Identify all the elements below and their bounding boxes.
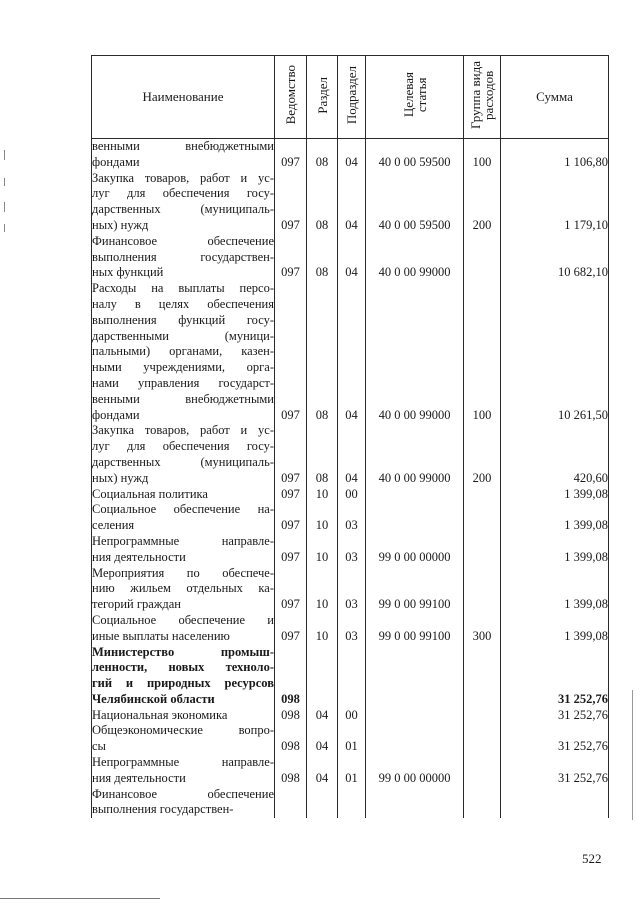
cell-razdel: 10 [307,534,338,566]
name-line: фондами [92,407,140,422]
cell-razdel: 04 [307,708,338,724]
cell-razdel: 10 [307,487,338,503]
name-line: Мероприятия по обеспече- [92,565,274,580]
cell-name [92,787,275,819]
cell-celevaya-statya: 99 0 00 99100 [366,566,464,613]
cell-celevaya-statya: 40 0 00 59500 [366,139,464,171]
cell-podrazdel: 03 [338,566,366,613]
cell-summa: 1 399,08 [501,534,609,566]
name-line: ных функций [92,265,164,280]
cell-summa: 31 252,76 [501,755,609,787]
name-line: Социальное обеспечение и [92,612,274,627]
table-row [92,502,609,534]
cell-gruppa [464,502,501,534]
cell-summa: 1 399,08 [501,566,609,613]
cell-podrazdel: 03 [338,534,366,566]
name-line: луг для обеспечения госу- [92,186,274,201]
cell-vedomstvo: 097 [275,139,307,171]
table-row [92,645,609,708]
cell-summa [501,787,609,819]
cell-podrazdel: 04 [338,423,366,486]
cell-summa: 1 399,08 [501,502,609,534]
cell-name [92,534,275,566]
name-line: ния деятельности [92,549,186,564]
cell-celevaya-statya [366,787,464,819]
cell-name [92,281,275,423]
table-row [92,423,609,486]
cell-podrazdel: 00 [338,487,366,503]
table-row [92,613,609,645]
name-line: Финансовое обеспечение [92,233,274,248]
cell-podrazdel [338,645,366,708]
name-line: нами управления государст- [92,375,274,390]
cell-name [92,139,275,171]
table-row [92,755,609,787]
cell-name [92,234,275,281]
cell-vedomstvo: 098 [275,645,307,708]
cell-gruppa [464,234,501,281]
cell-razdel [307,787,338,819]
header-vedomstvo: Ведомство [275,56,307,139]
header-podrazdel: Подраздел [338,56,366,139]
cell-razdel: 08 [307,281,338,423]
name-line: Министерство промыш- [92,644,274,659]
cell-vedomstvo: 097 [275,566,307,613]
table-body [92,139,609,819]
name-line: Социальное обеспечение на- [92,502,274,517]
cell-name [92,171,275,234]
cell-name [92,423,275,486]
cell-vedomstvo: 098 [275,708,307,724]
name-line: дарственных (муниципаль- [92,454,274,469]
cell-summa: 1 179,10 [501,171,609,234]
cell-summa: 1 399,08 [501,487,609,503]
name-line: налу в целях обеспечения [92,296,274,311]
cell-summa: 31 252,76 [501,723,609,755]
scan-edge-line [632,690,633,820]
cell-podrazdel: 04 [338,234,366,281]
cell-vedomstvo: 097 [275,613,307,645]
cell-gruppa [464,645,501,708]
name-line: Закупка товаров, работ и ус- [92,423,274,438]
cell-summa: 10 261,50 [501,281,609,423]
name-line: сы [92,739,106,754]
name-line: Расходы на выплаты персо- [92,281,274,296]
table-row [92,171,609,234]
cell-vedomstvo: 097 [275,534,307,566]
cell-vedomstvo [275,787,307,819]
cell-vedomstvo: 097 [275,281,307,423]
name-line: пальными) органами, казен- [92,344,274,359]
cell-name [92,755,275,787]
cell-gruppa [464,708,501,724]
cell-summa: 31 252,76 [501,708,609,724]
table-row [92,708,609,724]
cell-razdel: 10 [307,613,338,645]
cell-celevaya-statya [366,723,464,755]
name-line: Непрограммные направле- [92,755,274,770]
cell-podrazdel: 03 [338,502,366,534]
cell-gruppa: 300 [464,613,501,645]
name-line: ных) нужд [92,217,149,232]
name-line: венными внебюджетными [92,391,274,406]
name-line: гий и природных ресурсов [92,676,274,691]
name-line: ленности, новых техноло- [92,660,274,675]
cell-razdel [307,645,338,708]
name-line: выполнения государствен- [92,249,274,264]
cell-celevaya-statya: 99 0 00 99100 [366,613,464,645]
table-row [92,487,609,503]
name-line: ными учреждениями, орга- [92,360,274,375]
cell-summa: 420,60 [501,423,609,486]
cell-gruppa [464,487,501,503]
name-line: ных) нужд [92,470,149,485]
cell-podrazdel: 01 [338,723,366,755]
table-row [92,139,609,171]
name-line: дарственных (муниципаль- [92,202,274,217]
cell-celevaya-statya: 99 0 00 00000 [366,755,464,787]
cell-razdel: 04 [307,755,338,787]
budget-table [91,55,609,818]
cell-celevaya-statya: 40 0 00 99000 [366,281,464,423]
cell-vedomstvo: 097 [275,234,307,281]
name-line: тегорий граждан [92,597,181,612]
name-line: Социальная политика [92,486,208,501]
table-row [92,723,609,755]
cell-vedomstvo: 098 [275,723,307,755]
cell-razdel: 08 [307,139,338,171]
cell-vedomstvo: 098 [275,755,307,787]
name-line: выполнения государствен- [92,802,234,817]
cell-razdel: 08 [307,234,338,281]
cell-podrazdel: 04 [338,171,366,234]
name-line: нию жильем отдельных ка- [92,581,274,596]
cell-name [92,723,275,755]
cell-gruppa [464,566,501,613]
header-gruppa-vida-raskhodov: Группа вида расходов [464,56,501,139]
name-line: Непрограммные направле- [92,533,274,548]
cell-podrazdel: 00 [338,708,366,724]
header-summa: Сумма [501,56,609,139]
cell-name [92,502,275,534]
cell-razdel: 10 [307,502,338,534]
name-line: фондами [92,154,140,169]
cell-celevaya-statya [366,487,464,503]
cell-razdel: 08 [307,423,338,486]
cell-summa: 10 682,10 [501,234,609,281]
header-razdel: Раздел [307,56,338,139]
cell-name [92,645,275,708]
cell-name [92,708,275,724]
cell-razdel: 04 [307,723,338,755]
scan-margin-marks [0,150,8,240]
cell-celevaya-statya: 99 0 00 00000 [366,534,464,566]
header-celevaya-statya: Целевая статья [366,56,464,139]
name-line: селения [92,518,135,533]
table-row [92,234,609,281]
name-line: Челябинской области [92,691,215,706]
cell-razdel: 10 [307,566,338,613]
table-header-row [92,56,609,139]
name-line: дарственными (муници- [92,328,274,343]
cell-vedomstvo: 097 [275,171,307,234]
header-name: Наименование [92,56,275,139]
cell-podrazdel: 04 [338,281,366,423]
cell-gruppa: 200 [464,423,501,486]
cell-celevaya-statya [366,502,464,534]
cell-name [92,566,275,613]
cell-gruppa: 100 [464,281,501,423]
cell-gruppa [464,534,501,566]
cell-celevaya-statya [366,708,464,724]
cell-name [92,613,275,645]
cell-summa: 1 399,08 [501,613,609,645]
cell-summa: 1 106,80 [501,139,609,171]
table-row [92,534,609,566]
name-line: Закупка товаров, работ и ус- [92,170,274,185]
name-line: Финансовое обеспечение [92,786,274,801]
cell-podrazdel: 04 [338,139,366,171]
name-line: выполнения функций госу- [92,312,274,327]
name-line: иные выплаты населению [92,628,230,643]
cell-celevaya-statya: 40 0 00 59500 [366,171,464,234]
cell-gruppa [464,787,501,819]
table-row [92,281,609,423]
cell-gruppa: 200 [464,171,501,234]
footnote-rule [0,898,160,899]
cell-podrazdel: 03 [338,613,366,645]
cell-razdel: 08 [307,171,338,234]
name-line: Национальная экономика [92,707,228,722]
cell-celevaya-statya: 40 0 00 99000 [366,423,464,486]
cell-vedomstvo: 097 [275,487,307,503]
cell-vedomstvo: 097 [275,502,307,534]
name-line: ния деятельности [92,770,186,785]
table-row [92,566,609,613]
name-line: венными внебюджетными [92,139,274,153]
cell-gruppa [464,755,501,787]
cell-vedomstvo: 097 [275,423,307,486]
name-line: луг для обеспечения госу- [92,439,274,454]
cell-gruppa: 100 [464,139,501,171]
table-row [92,787,609,819]
cell-name [92,487,275,503]
page-number: 522 [582,851,602,866]
cell-podrazdel: 01 [338,755,366,787]
cell-summa: 31 252,76 [501,645,609,708]
cell-celevaya-statya [366,645,464,708]
name-line: Общеэкономические вопро- [92,723,274,738]
cell-gruppa [464,723,501,755]
cell-celevaya-statya: 40 0 00 99000 [366,234,464,281]
cell-podrazdel [338,787,366,819]
